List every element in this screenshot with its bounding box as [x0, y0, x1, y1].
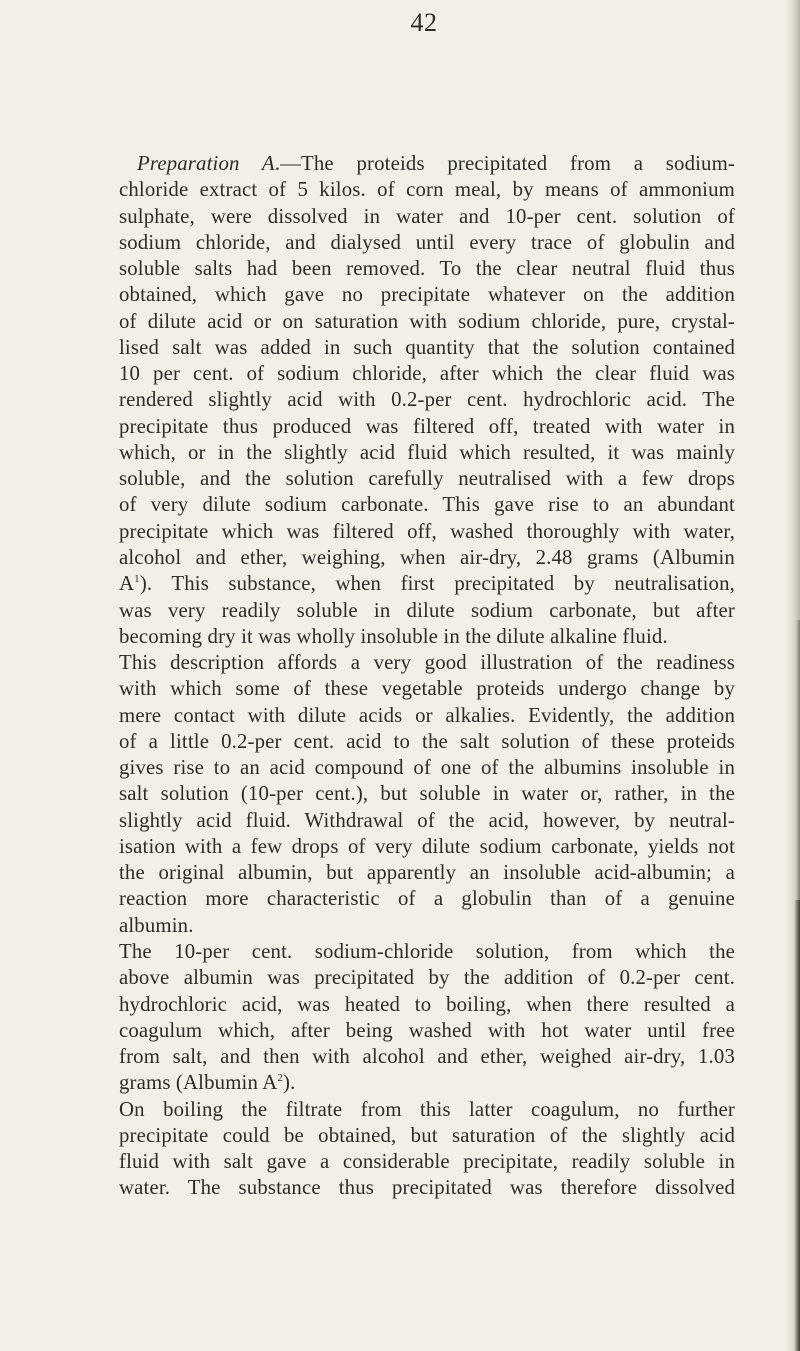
text-line: coagulum which, after being washed with hot water until free [119, 1018, 735, 1042]
text-line: reaction more characteristic of a globulin than of a genuine [119, 887, 735, 911]
text-line: albumin. [119, 913, 194, 937]
text-line: isation with a few drops of very dilute sodium carbonate, yields not [119, 834, 735, 858]
line-text: ). This substance, when first precipitated by neutralisation, [139, 572, 735, 596]
line-text: The proteids precipitated from a sodium- [301, 152, 735, 175]
text-line: rendered slightly acid with 0.2-per cent. hydrochloric acid. The [119, 388, 735, 412]
text-line: from salt, and then with alcohol and ether, weighed air-dry, 1.03 [119, 1045, 735, 1069]
text-line: precipitate which was filtered off, washed thoroughly with water, [119, 519, 735, 543]
text-line: The 10-per cent. sodium-chloride solution, from which the [119, 939, 735, 963]
page-number: 42 [410, 8, 438, 37]
paragraph-boiling-filtrate [119, 1097, 735, 1202]
paragraph-preparation-a [119, 151, 735, 650]
text-line: sodium chloride, and dialysed until every trace of globulin and [119, 230, 735, 254]
text-line: with which some of these vegetable proteids undergo change by [119, 677, 735, 701]
page-edge-shadow-lower [794, 900, 800, 1351]
heading-punct: .— [274, 152, 302, 175]
text-line: precipitate thus produced was filtered off, treated with water in [119, 414, 735, 438]
text-line: soluble salts had been removed. To the clear neutral fluid thus [119, 257, 735, 281]
text-line: precipitate could be obtained, but saturation of the slightly acid [119, 1123, 735, 1147]
line-text: ). [283, 1071, 296, 1095]
text-line [119, 571, 735, 597]
superscript: 1 [134, 573, 140, 586]
text-line [119, 151, 735, 177]
text-line: of a little 0.2-per cent. acid to the salt solution of these proteids [119, 729, 735, 753]
line-text: grams (Albumin A [119, 1071, 278, 1095]
text-line: hydrochloric acid, was heated to boiling, when there resulted a [119, 992, 735, 1016]
text-line: slightly acid fluid. Withdrawal of the acid, however, by neutral- [119, 808, 735, 832]
section-heading [137, 152, 275, 175]
text-line: above albumin was precipitated by the addition of 0.2-per cent. [119, 966, 735, 990]
heading-letter: A [261, 152, 275, 175]
text-line: lised salt was added in such quantity that the solution contained [119, 335, 735, 359]
text-line: This description affords a very good illustration of the readiness [119, 651, 735, 675]
heading-word: Preparation [137, 152, 240, 175]
paragraph-description [119, 650, 735, 939]
body-text [119, 151, 735, 1202]
text-line: salt solution (10-per cent.), but soluble in water or, rather, in the [119, 782, 735, 806]
text-line: gives rise to an acid compound of one of the albumins insoluble in [119, 756, 735, 780]
text-line [119, 1070, 735, 1096]
text-line: chloride extract of 5 kilos. of corn meal, by means of ammonium [119, 178, 735, 202]
text-line: was very readily soluble in dilute sodium carbonate, but after [119, 598, 735, 622]
superscript: 2 [277, 1072, 284, 1085]
text-line: soluble, and the solution carefully neutralised with a few drops [119, 467, 735, 491]
text-line: mere contact with dilute acids or alkalies. Evidently, the addition [119, 703, 735, 727]
text-line: of dilute acid or on saturation with sodium chloride, pure, crystal- [119, 309, 735, 333]
text-line: the original albumin, but apparently an insoluble acid-albumin; a [119, 861, 735, 885]
text-line: obtained, which gave no precipitate whatever on the addition [119, 283, 735, 307]
text-line: water. The substance thus precipitated was therefore dissolved [119, 1176, 735, 1200]
text-line: 10 per cent. of sodium chloride, after which the clear fluid was [119, 362, 735, 386]
text-line: of very dilute sodium carbonate. This gave rise to an abundant [119, 493, 735, 517]
paragraph-sodium-chloride-solution [119, 939, 735, 1097]
text-line: becoming dry it was wholly insoluble in the dilute alkaline fluid. [119, 624, 668, 648]
text-line: fluid with salt gave a considerable precipitate, readily soluble in [119, 1150, 735, 1174]
text-line: alcohol and ether, weighing, when air-dry, 2.48 grams (Albumin [119, 545, 735, 569]
text-line: sulphate, were dissolved in water and 10-per cent. solution of [119, 204, 735, 228]
page-edge-shadow-mid [796, 620, 800, 900]
text-line: which, or in the slightly acid fluid which resulted, it was mainly [119, 440, 735, 464]
text-line: On boiling the filtrate from this latter coagulum, no further [119, 1097, 735, 1121]
albumin-label: A [119, 572, 135, 596]
